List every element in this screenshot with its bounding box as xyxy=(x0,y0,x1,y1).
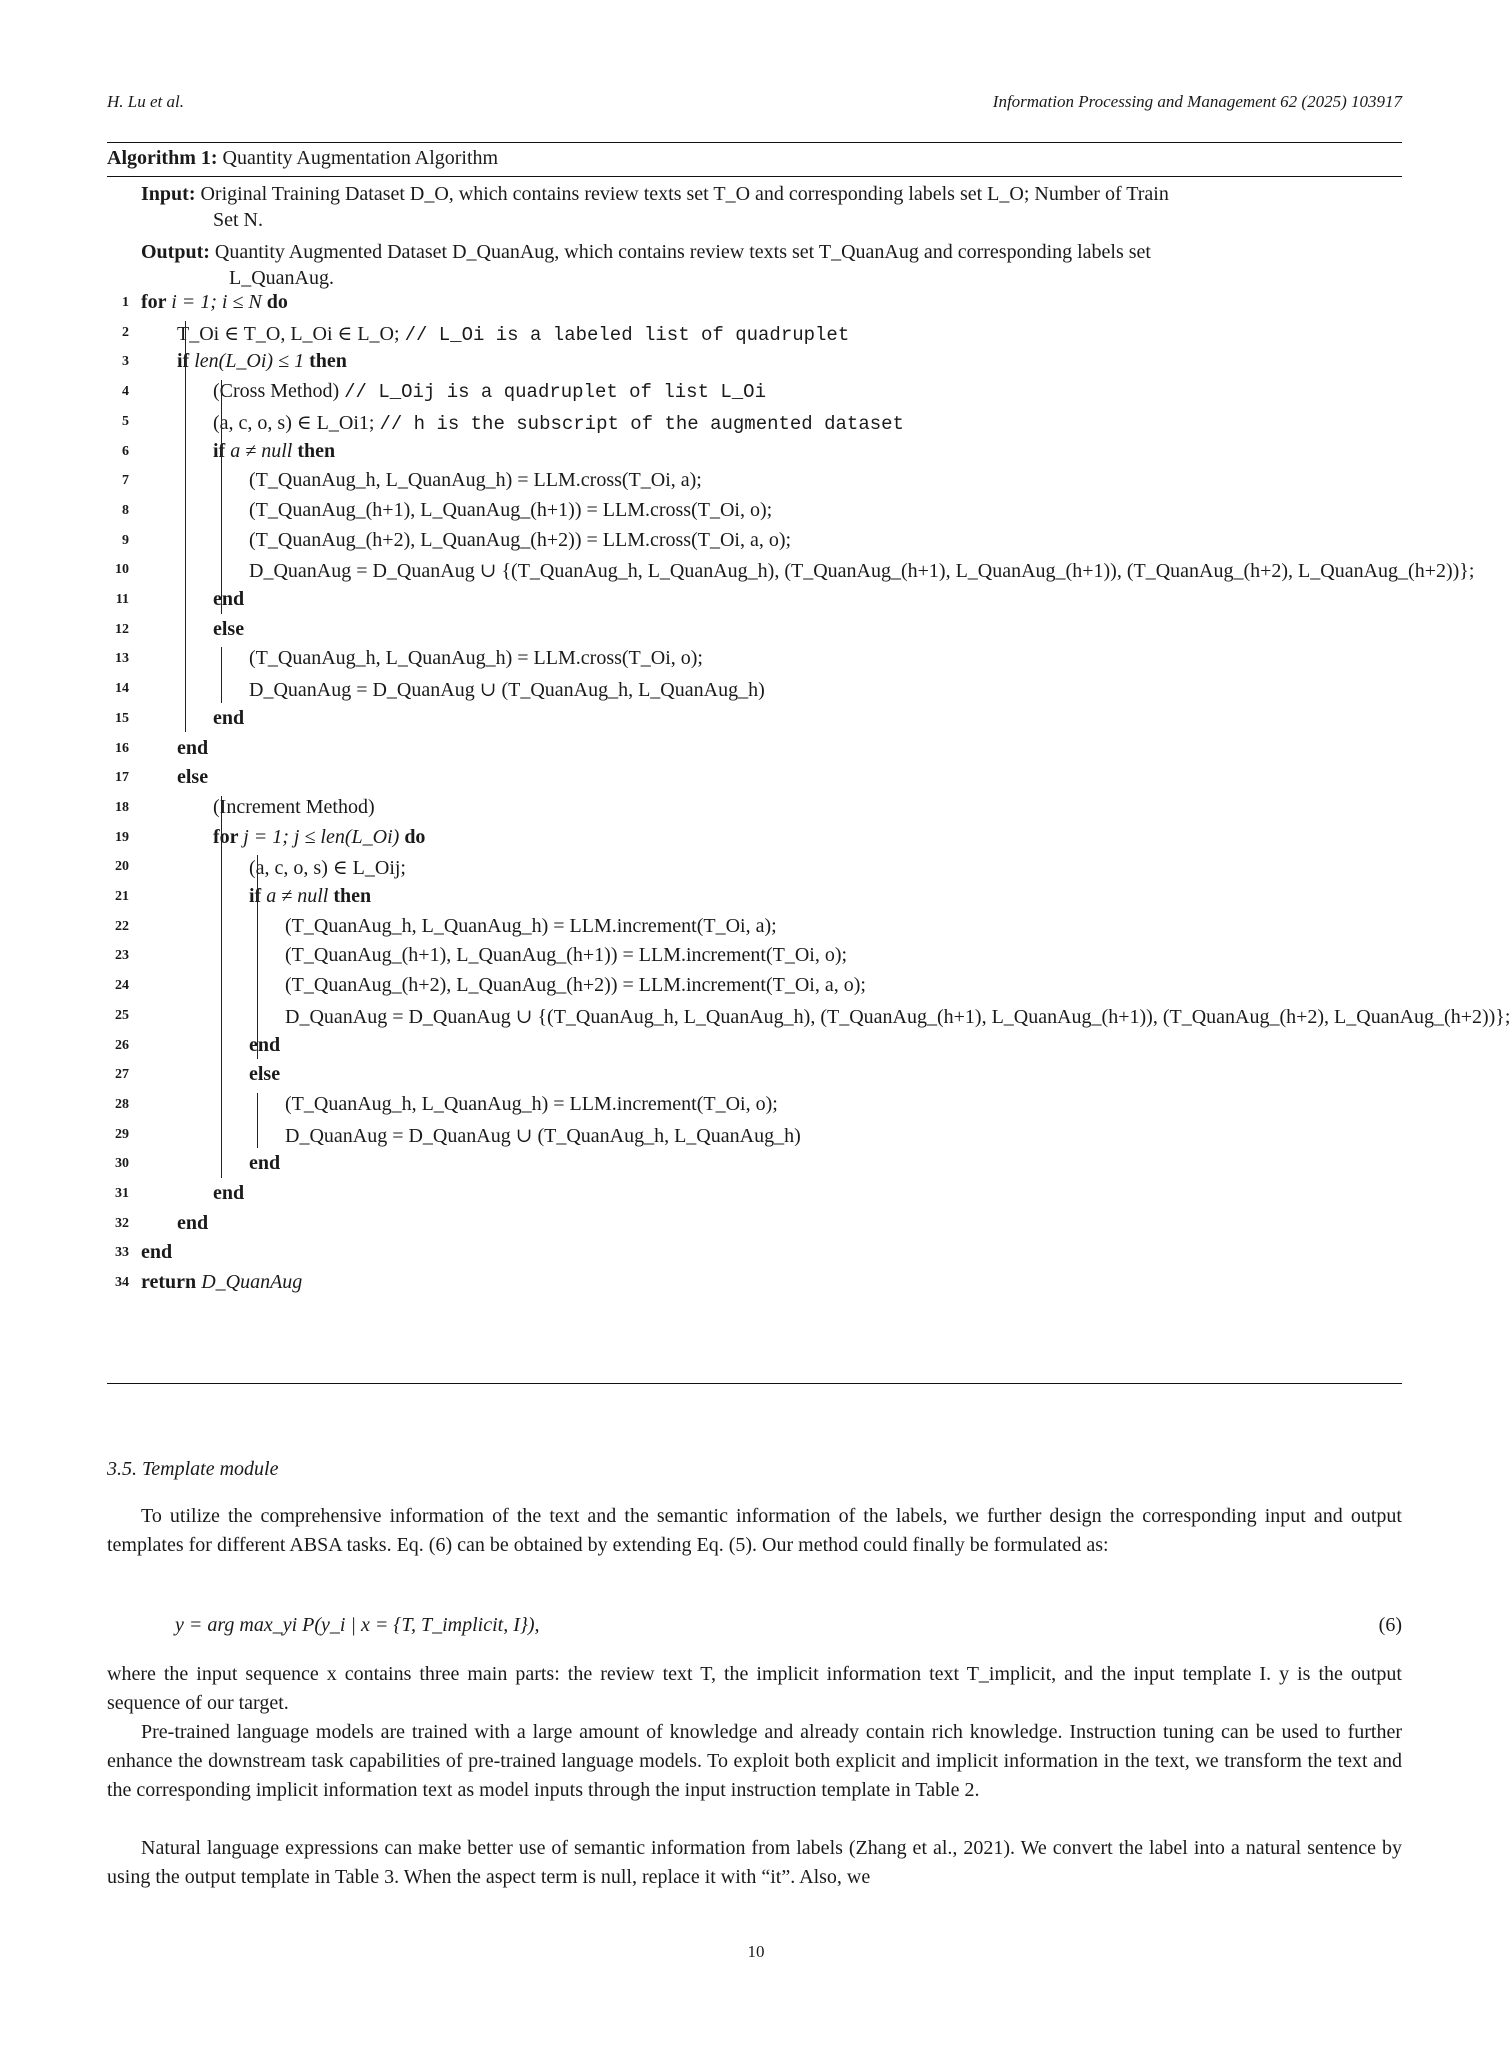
algorithm-line xyxy=(107,913,1402,942)
algorithm-line xyxy=(107,1091,1402,1120)
algorithm-line xyxy=(107,824,1402,853)
line-number: 6 xyxy=(122,443,129,459)
line-code: else xyxy=(213,617,245,640)
header-authors: H. Lu et al. xyxy=(107,92,184,111)
line-code: else xyxy=(249,1063,281,1086)
line-code: (T_QuanAug_h, L_QuanAug_h) = LLM.cross(T_Oi, o); xyxy=(249,647,703,670)
header-journal: Information Processing and Management 62 (2025) 103917 xyxy=(992,92,1402,111)
line-code: if a ≠ null then xyxy=(249,885,372,907)
line-code: (a, c, o, s) ∈ L_Oij; xyxy=(249,857,406,880)
line-code: end xyxy=(249,1152,281,1175)
line-code: D_QuanAug = D_QuanAug ∪ {(T_QuanAug_h, L_QuanAug_h), (T_QuanAug_(h+1), L_QuanAug_(h+1)), (T_QuanAug_(h+2), L_QuanAug_(h+2))}; xyxy=(249,560,1475,583)
indent-bar xyxy=(221,380,222,614)
algorithm-line xyxy=(107,675,1402,704)
line-number: 5 xyxy=(122,413,129,429)
algorithm-line xyxy=(107,735,1402,764)
line-number: 21 xyxy=(115,889,129,904)
algorithm-line xyxy=(107,319,1402,348)
algorithm-line xyxy=(107,527,1402,556)
line-code: (T_QuanAug_h, L_QuanAug_h) = LLM.increment(T_Oi, o); xyxy=(285,1092,778,1115)
algorithm-title-text: Quantity Augmentation Algorithm xyxy=(222,147,499,169)
line-code: for i = 1; i ≤ N do xyxy=(141,291,288,313)
running-header xyxy=(107,92,1402,116)
input-text: Original Training Dataset D_O, which contains review texts set T_O and corresponding labels set L_O; Number of Train xyxy=(200,183,1169,205)
algorithm-line xyxy=(107,467,1402,496)
line-number: 25 xyxy=(115,1007,129,1023)
algorithm-line xyxy=(107,705,1402,734)
line-code: for j = 1; j ≤ len(L_Oi) do xyxy=(213,825,426,848)
line-number: 12 xyxy=(115,621,129,637)
line-number: 7 xyxy=(122,473,129,489)
input-label: Input: xyxy=(141,183,196,205)
algorithm-line xyxy=(107,1150,1402,1179)
line-number: 14 xyxy=(115,681,129,697)
line-number: 34 xyxy=(115,1275,129,1291)
line-number: 19 xyxy=(115,829,129,845)
algorithm-line xyxy=(107,1002,1511,1031)
algorithm-line xyxy=(107,348,1402,377)
line-number: 31 xyxy=(115,1186,129,1201)
algorithm-line xyxy=(107,764,1402,793)
algorithm-box xyxy=(107,142,1511,1384)
algorithm-line xyxy=(107,497,1402,526)
algorithm-input xyxy=(141,181,1391,233)
indent-bar xyxy=(221,647,222,702)
line-code: end xyxy=(213,1182,245,1204)
indent-bar xyxy=(185,321,186,733)
paragraph-2: where the input sequence x contains three main parts: the review text T, the implicit information text T_implicit, and the input template I. y is the output sequence of our target. xyxy=(107,1663,1402,1714)
equation-number: (6) xyxy=(1378,1614,1402,1636)
paragraph-4: Natural language expressions can make better use of semantic information from labels (Zhang et al., 2021). We convert the label into a natural sentence by using the output template in Table 3. When the aspect term is null, replace it with “it”. Also, we xyxy=(107,1837,1402,1888)
algorithm-line xyxy=(107,1121,1402,1150)
line-number: 24 xyxy=(115,978,129,994)
line-code: end xyxy=(249,1033,281,1056)
indent-bar xyxy=(257,1093,258,1148)
algorithm-line xyxy=(107,942,1402,971)
line-code: else xyxy=(177,766,209,789)
algorithm-line xyxy=(107,586,1402,615)
line-number: 29 xyxy=(115,1126,129,1142)
algorithm-line xyxy=(107,883,1402,912)
output-label: Output: xyxy=(141,241,210,263)
line-code: (Cross Method) // L_Oij is a quadruplet of list L_Oi xyxy=(213,380,766,404)
algorithm-line xyxy=(107,408,1402,437)
algorithm-line xyxy=(107,289,1402,318)
line-number: 11 xyxy=(115,592,129,607)
line-number: 23 xyxy=(115,948,129,964)
page-number: 10 xyxy=(747,1942,765,1961)
algorithm-output xyxy=(141,239,1391,291)
line-number: 9 xyxy=(122,532,129,548)
line-code: if len(L_Oi) ≤ 1 then xyxy=(177,350,347,373)
algorithm-line xyxy=(107,1032,1402,1061)
line-number: 33 xyxy=(115,1245,129,1261)
output-text-cont: L_QuanAug. xyxy=(229,267,334,289)
line-code: end xyxy=(213,588,245,610)
line-number: 13 xyxy=(115,651,129,667)
line-number: 15 xyxy=(115,710,129,726)
output-text: Quantity Augmented Dataset D_QuanAug, which contains review texts set T_QuanAug and corresponding labels set xyxy=(214,241,1151,263)
line-number: 28 xyxy=(115,1096,129,1112)
paragraph-3: Pre-trained language models are trained with a large amount of knowledge and already contain rich knowledge. Instruction tuning can be used to further enhance the downstream task capabilities of pre-trained language models. To exploit both explicit and implicit information in the text, we transform the text and the corresponding implicit information text as model inputs through the input instruction template in Table 2. xyxy=(107,1721,1402,1801)
algorithm-line xyxy=(107,1239,1402,1268)
line-number: 4 xyxy=(122,384,129,400)
line-number: 20 xyxy=(115,859,129,875)
line-number: 2 xyxy=(122,324,129,340)
paragraph-1: To utilize the comprehensive information of the text and the semantic information of the labels, we further design the corresponding input and output templates for different ABSA tasks. Eq. (6) can be obtained by extending Eq. (5). Our method could finally be formulated as: xyxy=(107,1505,1402,1556)
line-code: (T_QuanAug_h, L_QuanAug_h) = LLM.increment(T_Oi, a); xyxy=(285,914,777,937)
algorithm-line xyxy=(107,616,1402,645)
line-number: 32 xyxy=(115,1215,129,1231)
line-number: 18 xyxy=(115,799,129,815)
algorithm-line xyxy=(107,972,1402,1001)
equation-formula: y = arg max_yi P(y_i | x = {T, T_implicit, I}), xyxy=(175,1614,540,1636)
section-title: 3.5. Template module xyxy=(107,1458,279,1480)
line-code: D_QuanAug = D_QuanAug ∪ (T_QuanAug_h, L_QuanAug_h) xyxy=(249,679,765,702)
algorithm-line xyxy=(107,378,1402,407)
algorithm-line xyxy=(107,1269,1402,1298)
line-code: if a ≠ null then xyxy=(213,439,336,462)
algorithm-title xyxy=(107,147,498,170)
line-number: 30 xyxy=(115,1156,129,1172)
algorithm-line xyxy=(107,438,1402,467)
algorithm-title-rule xyxy=(107,176,1402,177)
line-number: 8 xyxy=(122,502,129,518)
algorithm-line xyxy=(107,1180,1402,1209)
indent-bar xyxy=(257,855,258,1059)
line-code: (a, c, o, s) ∈ L_Oi1; // h is the subscript of the augmented dataset xyxy=(213,411,904,435)
line-code: D_QuanAug = D_QuanAug ∪ {(T_QuanAug_h, L_QuanAug_h), (T_QuanAug_(h+1), L_QuanAug_(h+1)), (T_QuanAug_(h+2), L_QuanAug_(h+2))}; xyxy=(285,1005,1511,1028)
algorithm-line xyxy=(107,1210,1402,1239)
line-code: (Increment Method) xyxy=(213,795,375,818)
line-number: 10 xyxy=(115,562,129,578)
input-text-cont: Set N. xyxy=(213,209,263,231)
line-code: (T_QuanAug_(h+1), L_QuanAug_(h+1)) = LLM.increment(T_Oi, o); xyxy=(285,944,848,967)
line-number: 26 xyxy=(115,1037,129,1053)
line-code: (T_QuanAug_(h+2), L_QuanAug_(h+2)) = LLM.cross(T_Oi, a, o); xyxy=(249,528,792,551)
line-code: end xyxy=(213,706,245,729)
line-number: 27 xyxy=(115,1067,129,1083)
line-number: 1 xyxy=(122,295,129,310)
line-code: return D_QuanAug xyxy=(141,1271,303,1294)
line-number: 17 xyxy=(115,770,129,786)
algorithm-title-label: Algorithm 1: xyxy=(107,147,218,169)
algorithm-line xyxy=(107,794,1402,823)
line-code: end xyxy=(177,1211,209,1234)
algorithm-line xyxy=(107,556,1475,585)
indent-bar xyxy=(221,796,222,1178)
line-number: 3 xyxy=(122,354,129,370)
line-code: end xyxy=(177,736,209,759)
line-code: (T_QuanAug_(h+1), L_QuanAug_(h+1)) = LLM.cross(T_Oi, o); xyxy=(249,498,773,521)
algorithm-line xyxy=(107,853,1402,882)
line-code: (T_QuanAug_(h+2), L_QuanAug_(h+2)) = LLM.increment(T_Oi, a, o); xyxy=(285,974,866,997)
line-number: 16 xyxy=(115,740,129,756)
line-code: (T_QuanAug_h, L_QuanAug_h) = LLM.cross(T_Oi, a); xyxy=(249,469,702,492)
line-code: end xyxy=(141,1241,173,1264)
line-code: D_QuanAug = D_QuanAug ∪ (T_QuanAug_h, L_QuanAug_h) xyxy=(285,1124,801,1147)
equation-6 xyxy=(107,1614,1402,1648)
line-code: T_Oi ∈ T_O, L_Oi ∈ L_O; // L_Oi is a labeled list of quadruplet xyxy=(177,322,850,346)
algorithm-line xyxy=(107,1061,1402,1090)
algorithm-line xyxy=(107,645,1402,674)
line-number: 22 xyxy=(115,918,129,934)
